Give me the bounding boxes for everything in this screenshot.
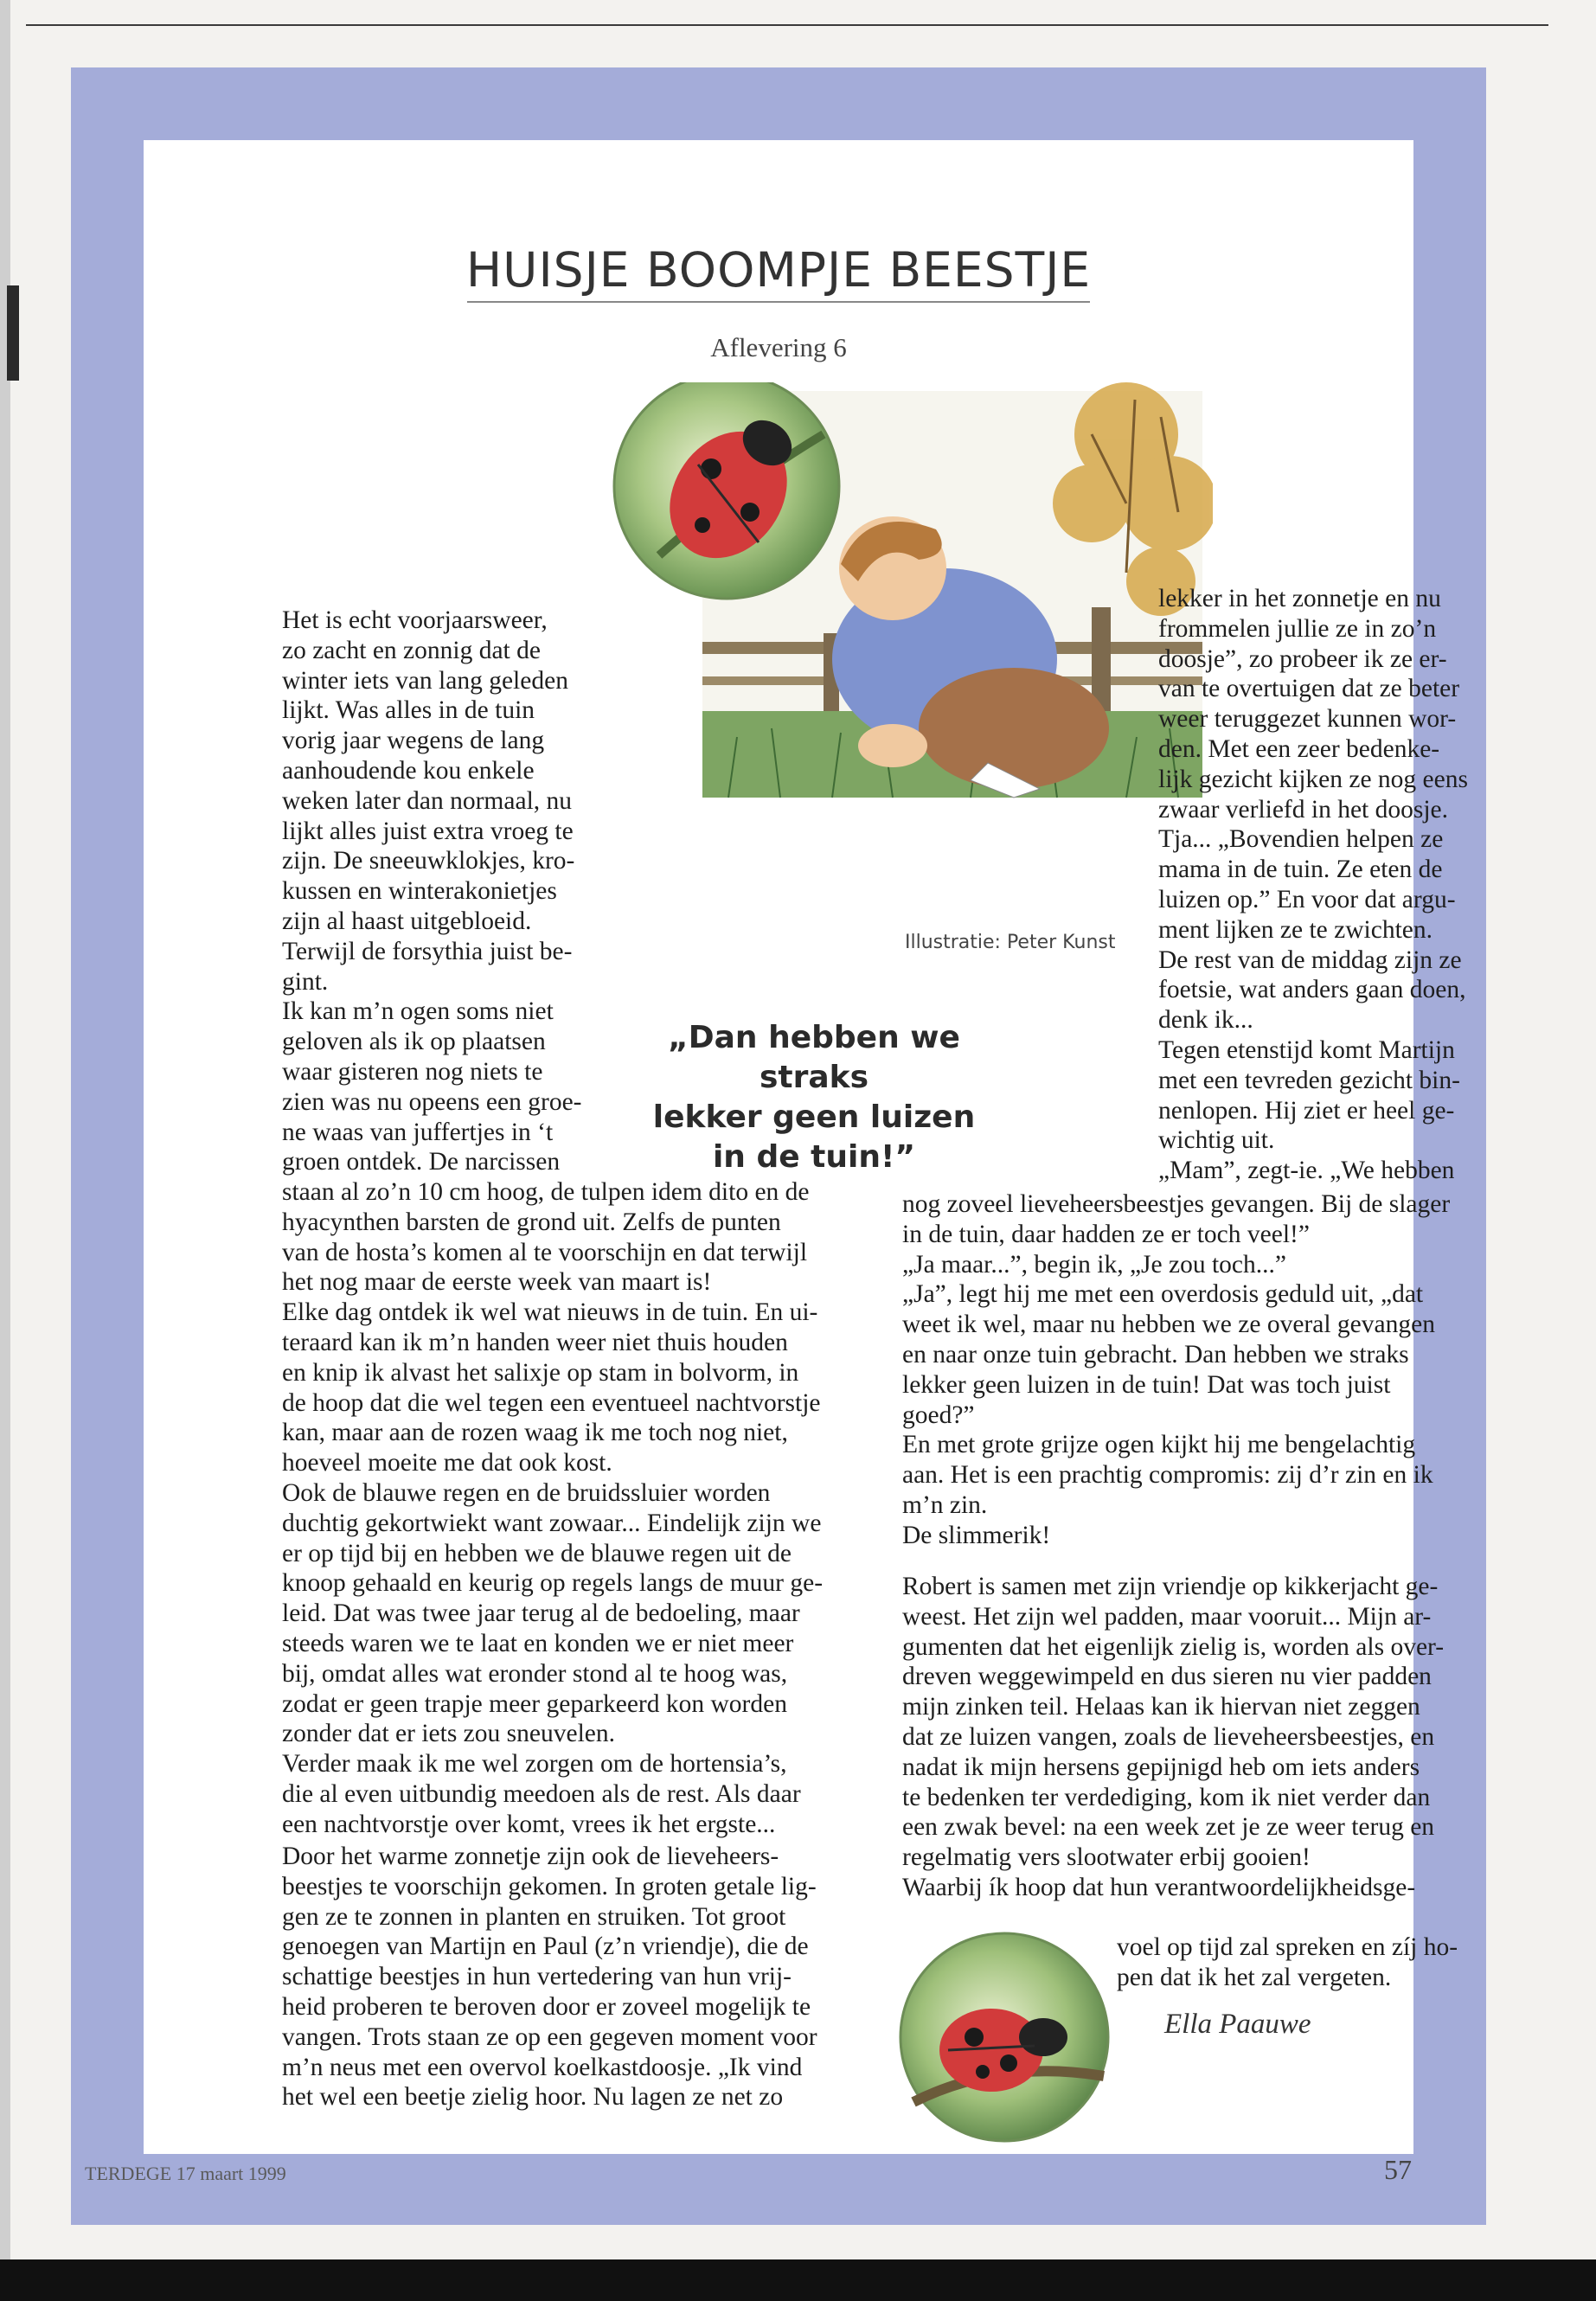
title-underline <box>467 301 1090 303</box>
article-line: mijn zinken teil. Helaas kan ik hiervan niet zeggen <box>902 1693 1420 1721</box>
page-number: 57 <box>1384 2154 1412 2185</box>
pull-quote-line: in de tuin!” <box>712 1139 916 1175</box>
top-rule <box>26 24 1548 26</box>
article-line: m’n zin. <box>902 1490 988 1519</box>
ladybug-on-branch-illustration <box>896 1929 1112 2145</box>
article-line: lijkt. Was alles in de tuin <box>282 696 535 725</box>
article-line: voel op tijd zal spreken en zíj ho- <box>1117 1933 1458 1961</box>
article-line: en naar onze tuin gebracht. Dan hebben we straks <box>902 1340 1409 1368</box>
article-line: waar gisteren nog niets te <box>282 1057 543 1086</box>
article-line: frommelen jullie ze in zo’n <box>1158 614 1437 643</box>
article-line: bij, omdat alles wat eronder stond al te hoog was, <box>282 1659 788 1688</box>
article-line: van de hosta’s komen al te voorschijn en dat terwijl <box>282 1238 808 1266</box>
article-line: weet ik wel, maar nu hebben we ze overal gevangen <box>902 1311 1435 1339</box>
article-line: weest. Het zijn wel padden, maar vooruit... Mijn ar- <box>902 1602 1432 1631</box>
article-line: wichtig uit. <box>1158 1126 1275 1155</box>
article-line: lekker in het zonnetje en nu <box>1158 585 1441 612</box>
article-line: de hoop dat die wel tegen een eventueel nachtvorstje <box>282 1388 821 1417</box>
article-line: van te overtuigen dat ze beter <box>1158 675 1460 703</box>
article-line: doosje”, zo probeer ik ze er- <box>1158 644 1447 673</box>
article-title: HUISJE BOOMPJE BEESTJE <box>465 242 1092 298</box>
article-line: te bedenken ter verdediging, kom ik niet verder dan <box>902 1783 1431 1811</box>
article-line: nadat ik mijn hersens gepijnigd heb om iets anders <box>902 1753 1420 1781</box>
article-line: nenlopen. Hij ziet er heel ge- <box>1158 1096 1455 1125</box>
article-line: denk ik... <box>1158 1006 1253 1035</box>
article-line: aan. Het is een prachtig compromis: zij d’r zin en ik <box>902 1461 1433 1490</box>
article-line: nog zoveel lieveheersbeestjes gevangen. Bij de slager <box>902 1190 1451 1218</box>
article-paper <box>144 140 1468 2154</box>
article-line: staan al zo’n 10 cm hoog, de tulpen idem dito en de <box>282 1178 810 1206</box>
article-column-right-bottom <box>902 1572 1525 1903</box>
article-line: ne waas van juffertjes in ‘t <box>282 1118 554 1146</box>
article-line: zien was nu opeens een groe- <box>282 1087 582 1116</box>
article-column-left <box>282 1177 939 1840</box>
article-line: vorig jaar wegens de lang <box>282 727 545 755</box>
article-line: leid. Dat was twee jaar terug al de bedoeling, maar <box>282 1599 800 1628</box>
article-line: Het is echt voorjaarsweer, <box>282 606 548 634</box>
article-line: met een tevreden gezicht bin- <box>1158 1066 1460 1094</box>
publication-footer: TERDEGE 17 maart 1999 <box>85 2163 286 2184</box>
article-line: Tegen etenstijd komt Martijn <box>1158 1035 1455 1064</box>
article-line: in de tuin, daar hadden ze er toch veel!” <box>902 1220 1310 1248</box>
article-line: zwaar verliefd in het doosje. <box>1158 795 1449 824</box>
article-line: Verder maak ik me wel zorgen om de hortensia’s, <box>282 1750 787 1779</box>
article-line: dat ze luizen vangen, zoals de lieveheersbeestjes, en <box>902 1722 1435 1751</box>
article-line: aanhoudende kou enkele <box>282 756 535 785</box>
article-column-right-top <box>1158 584 1513 1186</box>
article-line: luizen op.” En voor dat argu- <box>1158 885 1456 913</box>
article-line: Ook de blauwe regen en de bruidssluier worden <box>282 1478 771 1507</box>
article-line: den. Met een zeer bedenke- <box>1158 734 1440 763</box>
article-line: weer teruggezet kunnen wor- <box>1158 705 1457 734</box>
article-line: geloven als ik op plaatsen <box>282 1028 546 1056</box>
article-line: pen dat ik het zal vergeten. <box>1117 1963 1392 1991</box>
article-line: steeds waren we te laat en konden we er niet meer <box>282 1629 794 1657</box>
article-line: gint. <box>282 967 329 996</box>
article-line: schattige beestjes in hun vertedering van hun vrij- <box>282 1963 792 1991</box>
article-line: gumenten dat het eigenlijk zielig is, worden als over- <box>902 1632 1445 1661</box>
scan-mark <box>7 285 19 381</box>
article-line: „Ja”, legt hij me met een overdosis geduld uit, „dat <box>902 1280 1424 1309</box>
article-line: hyacynthen barsten de grond uit. Zelfs de punten <box>282 1208 781 1236</box>
article-line: Elke dag ontdek ik wel wat nieuws in de tuin. En ui- <box>282 1298 818 1327</box>
article-line: die al even uitbundig meedoen als de rest. Als daar <box>282 1779 801 1808</box>
illustration-credit: Illustratie: Peter Kunst <box>905 932 1116 953</box>
article-line: ment lijken ze te zwichten. <box>1158 915 1433 944</box>
article-line: Ik kan m’n ogen soms niet <box>282 997 554 1026</box>
article-line: dreven weggewimpeld en dus sieren nu vier padden <box>902 1663 1432 1691</box>
article-line: De slimmerik! <box>902 1521 1051 1549</box>
article-line: beestjes te voorschijn gekomen. In groten getale lig- <box>282 1872 817 1900</box>
pull-quote-line: lekker geen luizen <box>652 1099 976 1135</box>
article-line: „Ja maar...”, begin ik, „Je zou toch...” <box>902 1250 1286 1279</box>
article-line: hoeveel moeite me dat ook kost. <box>282 1449 612 1477</box>
article-line: De rest van de middag zijn ze <box>1158 945 1462 974</box>
article-line: winter iets van lang geleden <box>282 666 568 695</box>
article-line: teraard kan ik m’n handen weer niet thuis houden <box>282 1328 788 1356</box>
article-line: weken later dan normaal, nu <box>282 786 573 815</box>
article-line: zonder dat er iets zou sneuvelen. <box>282 1720 615 1748</box>
article-line: het wel een beetje zielig hoor. Nu lagen ze net zo <box>282 2083 784 2112</box>
article-line: m’n neus met een overvol koelkastdoosje. „Ik vind <box>282 2053 803 2081</box>
article-line: een nachtvorstje over komt, vrees ik het ergste... <box>282 1810 776 1838</box>
article-line: genoegen van Martijn en Paul (z’n vriendje), die de <box>282 1932 809 1961</box>
article-line: kan, maar aan de rozen waag ik me toch nog niet, <box>282 1419 788 1447</box>
article-line: mama in de tuin. Ze eten de <box>1158 856 1443 884</box>
article-line: En met grote grijze ogen kijkt hij me bengelachtig <box>902 1431 1416 1459</box>
article-line: Terwijl de forsythia juist be- <box>282 937 573 965</box>
article-line: Door het warme zonnetje zijn ook de lieveheers- <box>282 1843 779 1870</box>
article-line: vangen. Trots staan ze op een gegeven moment voor <box>282 2022 817 2051</box>
article-line: en knip ik alvast het salixje op stam in bolvorm, in <box>282 1358 799 1387</box>
article-column-left-bottom <box>282 1842 939 2112</box>
pull-quote <box>641 1018 987 1177</box>
article-line: Robert is samen met zijn vriendje op kikkerjacht ge- <box>902 1573 1439 1600</box>
article-line: foetsie, wat anders gaan doen, <box>1158 976 1466 1004</box>
article-line: er op tijd bij en hebben we de blauwe regen uit de <box>282 1539 792 1567</box>
article-line: lijk gezicht kijken ze nog eens <box>1158 765 1468 793</box>
author-signature: Ella Paauwe <box>1164 2009 1311 2040</box>
boy-in-garden-with-ladybug-illustration <box>607 382 1213 806</box>
article-line: duchtig gekortwiekt want zowaar... Eindelijk zijn we <box>282 1509 822 1537</box>
article-line: Tja... „Bovendien helpen ze <box>1158 825 1444 854</box>
article-line: een zwak bevel: na een week zet je ze weer terug en <box>902 1813 1435 1842</box>
article-line: knoop gehaald en keurig op regels langs de muur ge- <box>282 1569 824 1598</box>
article-column-right-tail <box>1117 1932 1523 1993</box>
article-line: goed?” <box>902 1400 975 1429</box>
article-line: „Mam”, zegt-ie. „We hebben <box>1158 1157 1455 1185</box>
episode-subtitle: Aflevering 6 <box>710 332 847 362</box>
article-line: kussen en winterakonietjes <box>282 877 557 906</box>
article-line: zijn al haast uitgebloeid. <box>282 907 532 935</box>
article-line: groen ontdek. De narcissen <box>282 1148 561 1176</box>
scan-bottom-edge <box>0 2259 1596 2301</box>
page-frame <box>71 67 1486 2225</box>
article-line: heid proberen te beroven door er zoveel mogelijk te <box>282 1992 811 2021</box>
pull-quote-line: „Dan hebben we straks <box>668 1020 960 1095</box>
article-line: lekker geen luizen in de tuin! Dat was toch juist <box>902 1370 1391 1399</box>
article-line: Waarbij ík hoop dat hun verantwoordelijkheidsge- <box>902 1873 1416 1901</box>
article-column-right <box>902 1189 1525 1551</box>
article-line: gen ze te zonnen in planten en struiken. Tot groot <box>282 1902 786 1931</box>
article-line: lijkt alles juist extra vroeg te <box>282 817 574 845</box>
article-line: het nog maar de eerste week van maart is! <box>282 1268 712 1297</box>
article-line: zo zacht en zonnig dat de <box>282 636 541 664</box>
article-line: zijn. De sneeuwklokjes, kro- <box>282 847 575 875</box>
article-column-left-top <box>282 606 645 1177</box>
article-line: zodat er geen trapje meer geparkeerd kon worden <box>282 1689 787 1718</box>
article-line: regelmatig vers slootwater erbij gooien! <box>902 1843 1311 1872</box>
